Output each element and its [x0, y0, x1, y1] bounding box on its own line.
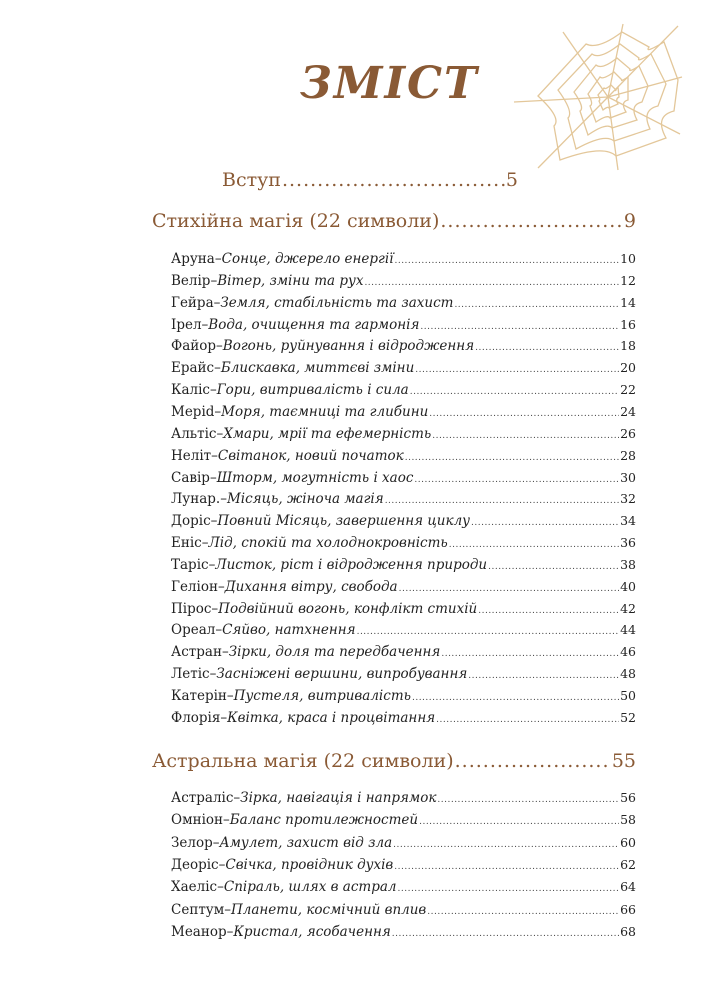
- entry-separator: –: [215, 622, 223, 639]
- leader-dots: [412, 693, 619, 703]
- leader-dots: [454, 300, 619, 310]
- entry-separator: –: [213, 294, 221, 311]
- leader-dots: [364, 278, 619, 288]
- leader-dots: [393, 840, 619, 850]
- leader-dots: [475, 343, 619, 353]
- toc-entry-row[interactable]: [171, 666, 636, 682]
- entry-page: 20: [620, 360, 636, 376]
- entry-separator: –: [217, 879, 224, 896]
- entry-page: 34: [620, 513, 636, 529]
- page-title: ЗМІСТ: [300, 58, 479, 109]
- entry-page: 18: [620, 338, 636, 354]
- entry-name: Ерайс: [171, 360, 215, 377]
- toc-entry-row[interactable]: [171, 557, 636, 573]
- toc-entry-row[interactable]: [171, 535, 636, 551]
- entry-name: Ірел: [171, 316, 202, 333]
- toc-entry-row[interactable]: [171, 644, 636, 660]
- entry-separator: –: [212, 834, 220, 851]
- entry-name: Деоріс: [171, 856, 219, 873]
- entry-description: Засніжені вершини, випробування: [216, 666, 468, 683]
- leader-dots: [392, 929, 619, 939]
- toc-entry-row[interactable]: [171, 601, 636, 617]
- entry-page: 60: [620, 834, 636, 850]
- toc-entry-row[interactable]: [171, 382, 636, 398]
- entry-description: Свічка, провідник духів: [225, 856, 394, 873]
- entry-separator: –: [216, 425, 224, 442]
- toc-entry-row[interactable]: [171, 790, 636, 806]
- entry-name: Хаеліс: [171, 879, 218, 896]
- entry-separator: –: [210, 272, 218, 289]
- entry-description: Місяць, жіноча магія: [226, 491, 384, 508]
- leader-dots: [441, 649, 619, 659]
- section-page: 9: [623, 210, 636, 232]
- entry-separator: –: [209, 666, 217, 683]
- leader-dots: [449, 540, 619, 550]
- entry-name: Астраліс: [171, 790, 234, 806]
- entry-description: Хмари, мрії та ефемерність: [223, 425, 432, 442]
- entry-page: 24: [620, 403, 636, 419]
- entry-description: Дихання вітру, свобода: [224, 578, 398, 595]
- spider-web-icon: [508, 22, 684, 172]
- entry-page: 26: [620, 425, 636, 441]
- entry-name: Еніс: [171, 535, 202, 552]
- entry-separator: –: [224, 901, 231, 918]
- entry-page: 42: [620, 600, 636, 616]
- toc-entry-row[interactable]: [171, 710, 636, 726]
- intro-label: Вступ: [222, 169, 281, 191]
- entry-description: Подвійний вогонь, конфлікт стихій: [218, 600, 478, 617]
- entry-name: Омніон: [171, 812, 224, 829]
- entry-name: Савір: [171, 469, 210, 486]
- toc-entry-row[interactable]: [171, 426, 636, 442]
- leader-dots: [414, 475, 619, 485]
- entry-page: 58: [620, 812, 636, 828]
- entry-name: Катерін: [171, 688, 227, 704]
- toc-entry-row[interactable]: [171, 622, 636, 638]
- entry-page: 38: [620, 556, 636, 572]
- toc-entry-row[interactable]: [171, 579, 636, 595]
- entry-separator: –: [211, 447, 218, 464]
- entry-page: 44: [620, 622, 636, 638]
- leader-dots: [357, 627, 620, 637]
- entry-name: Септум: [171, 901, 225, 918]
- entry-separator: –: [221, 644, 229, 661]
- entry-description: Блискавка, миттєві зміни: [220, 360, 415, 377]
- entry-name: Велір: [171, 272, 211, 289]
- leader-dots: [420, 322, 619, 332]
- leader-dots: [405, 453, 619, 463]
- leader-dots: [394, 862, 619, 872]
- entry-description: Світанок, новий початок: [217, 447, 404, 464]
- entry-page: 10: [620, 251, 636, 266]
- entry-name: Таріс: [171, 556, 209, 573]
- toc-entry-row[interactable]: [171, 273, 636, 289]
- entry-page: 30: [620, 469, 636, 485]
- toc-entry-row[interactable]: [171, 251, 636, 267]
- entry-page: 16: [620, 316, 636, 332]
- entry-description: Пустеля, витривалість: [233, 688, 411, 704]
- entry-description: Повний Місяць, завершення циклу: [217, 513, 470, 530]
- entry-description: Сонце, джерело енергії: [221, 251, 394, 267]
- leader-dots: [478, 606, 619, 616]
- entry-description: Кристал, ясобачення: [233, 923, 391, 940]
- entry-name: Каліс: [171, 382, 210, 399]
- entry-separator: –: [210, 513, 218, 530]
- entry-name: Зелор: [171, 834, 213, 851]
- entry-separator: –: [216, 338, 223, 355]
- entry-name: Астран: [171, 644, 222, 661]
- toc-entry-row[interactable]: [171, 902, 636, 918]
- leader-dots: [282, 169, 505, 191]
- entry-page: 40: [620, 578, 636, 594]
- entry-name: Неліт: [171, 447, 212, 464]
- toc-section-row[interactable]: [152, 750, 636, 772]
- entry-name: Лунар.: [171, 491, 221, 508]
- entry-description: Гори, витривалість і сила: [216, 382, 409, 399]
- entry-separator: –: [209, 469, 217, 486]
- entry-separator: –: [220, 709, 228, 726]
- entry-description: Баланс протилежностей: [229, 812, 419, 829]
- entry-description: Шторм, могутність і хаос: [216, 469, 414, 486]
- toc-entry-row[interactable]: [171, 688, 636, 704]
- entry-name: Доріс: [171, 513, 211, 530]
- entry-separator: –: [214, 251, 222, 267]
- entry-separator: –: [214, 360, 221, 377]
- entry-description: Листок, ріст і відродження природи: [215, 556, 488, 573]
- toc-entry-row[interactable]: [171, 317, 636, 333]
- entry-page: 22: [620, 382, 636, 398]
- leader-dots: [471, 518, 619, 528]
- entry-name: Файор: [171, 338, 217, 355]
- entry-name: Пірос: [171, 600, 212, 617]
- section-page: 55: [611, 750, 636, 772]
- entry-separator: –: [218, 856, 226, 873]
- entry-separator: –: [201, 316, 209, 333]
- toc-intro-row[interactable]: [222, 169, 518, 191]
- entry-description: Амулет, захист від зла: [219, 834, 393, 851]
- entry-page: 36: [620, 535, 636, 551]
- toc-entry-row[interactable]: [171, 470, 636, 486]
- entry-page: 62: [620, 856, 636, 872]
- toc-entry-row[interactable]: [171, 879, 636, 895]
- entry-page: 64: [620, 879, 636, 895]
- entry-page: 14: [620, 294, 636, 310]
- entry-page: 48: [620, 666, 636, 682]
- section-label: Стихійна магія (22 символи): [152, 210, 440, 232]
- entry-name: Меріd: [171, 403, 215, 420]
- entry-description: Планети, космічний вплив: [230, 901, 427, 918]
- toc-entry-row[interactable]: [171, 513, 636, 529]
- entry-name: Ореал: [171, 622, 216, 639]
- entry-description: Вітер, зміни та рух: [217, 272, 364, 289]
- toc-entry-row[interactable]: [171, 338, 636, 354]
- leader-dots: [429, 409, 619, 419]
- leader-dots: [415, 365, 619, 375]
- entry-separator: –: [217, 578, 225, 595]
- entry-separator: –: [211, 600, 219, 617]
- leader-dots: [399, 584, 619, 594]
- leader-dots: [394, 256, 619, 266]
- entry-page: 32: [620, 491, 636, 507]
- leader-dots: [488, 562, 619, 572]
- toc-entry-row[interactable]: [171, 448, 636, 464]
- leader-dots: [440, 210, 623, 232]
- entry-page: 46: [620, 644, 636, 660]
- leader-dots: [455, 750, 611, 772]
- toc-entry-row[interactable]: [171, 835, 636, 851]
- entry-page: 52: [620, 709, 636, 725]
- toc-section-row[interactable]: [152, 210, 636, 232]
- entry-separator: –: [226, 688, 234, 704]
- entry-separator: –: [220, 491, 227, 508]
- entry-separator: –: [214, 403, 222, 420]
- entry-page: 68: [620, 923, 636, 939]
- entry-page: 66: [620, 901, 636, 917]
- toc-entry-row[interactable]: [171, 857, 636, 873]
- entry-separator: –: [233, 790, 241, 806]
- toc-entry-row[interactable]: [171, 360, 636, 376]
- leader-dots: [432, 431, 619, 441]
- entry-separator: –: [226, 923, 234, 940]
- toc-entry-row[interactable]: [171, 924, 636, 940]
- toc-entry-row[interactable]: [171, 812, 636, 828]
- entry-separator: –: [208, 556, 216, 573]
- entry-name: Геліон: [171, 578, 218, 595]
- toc-entry-row[interactable]: [171, 491, 636, 507]
- entry-description: Вода, очищення та гармонія: [208, 316, 420, 333]
- entry-name: Флорія: [171, 709, 221, 726]
- entry-page: 28: [620, 447, 636, 463]
- entry-name: Меанор: [171, 923, 227, 940]
- entry-description: Зірка, навігація і напрямок: [240, 790, 437, 806]
- entry-description: Земля, стабільність та захист: [220, 294, 454, 311]
- leader-dots: [436, 715, 619, 725]
- entry-description: Вогонь, руйнування і відродження: [222, 338, 475, 355]
- entry-description: Сяйво, натхнення: [222, 622, 356, 639]
- entry-name: Альтіс: [171, 425, 217, 442]
- leader-dots: [427, 907, 619, 917]
- entry-name: Летіс: [171, 666, 210, 683]
- toc-entry-row[interactable]: [171, 295, 636, 311]
- entry-description: Зірки, доля та передбачення: [228, 644, 441, 661]
- section-label: Астральна магія (22 символи): [152, 750, 454, 772]
- entry-description: Моря, таємниці та глибини: [221, 403, 429, 420]
- entry-description: Спіраль, шлях в астрал: [223, 879, 397, 896]
- entry-separator: –: [209, 382, 217, 399]
- leader-dots: [468, 671, 619, 681]
- entry-separator: –: [201, 535, 209, 552]
- toc-entry-row[interactable]: [171, 404, 636, 420]
- leader-dots: [419, 817, 619, 827]
- entry-description: Квітка, краса і процвітання: [227, 709, 436, 726]
- entry-page: 56: [620, 790, 636, 805]
- leader-dots: [410, 387, 619, 397]
- leader-dots: [437, 795, 619, 805]
- entry-name: Гейра: [171, 294, 214, 311]
- entry-name: Аруна: [171, 251, 215, 267]
- leader-dots: [385, 496, 619, 506]
- entry-description: Лід, спокій та холоднокровність: [208, 535, 448, 552]
- leader-dots: [398, 884, 620, 894]
- entry-page: 12: [620, 272, 636, 288]
- entry-page: 50: [620, 688, 636, 703]
- entry-separator: –: [223, 812, 230, 829]
- intro-page: 5: [505, 169, 518, 191]
